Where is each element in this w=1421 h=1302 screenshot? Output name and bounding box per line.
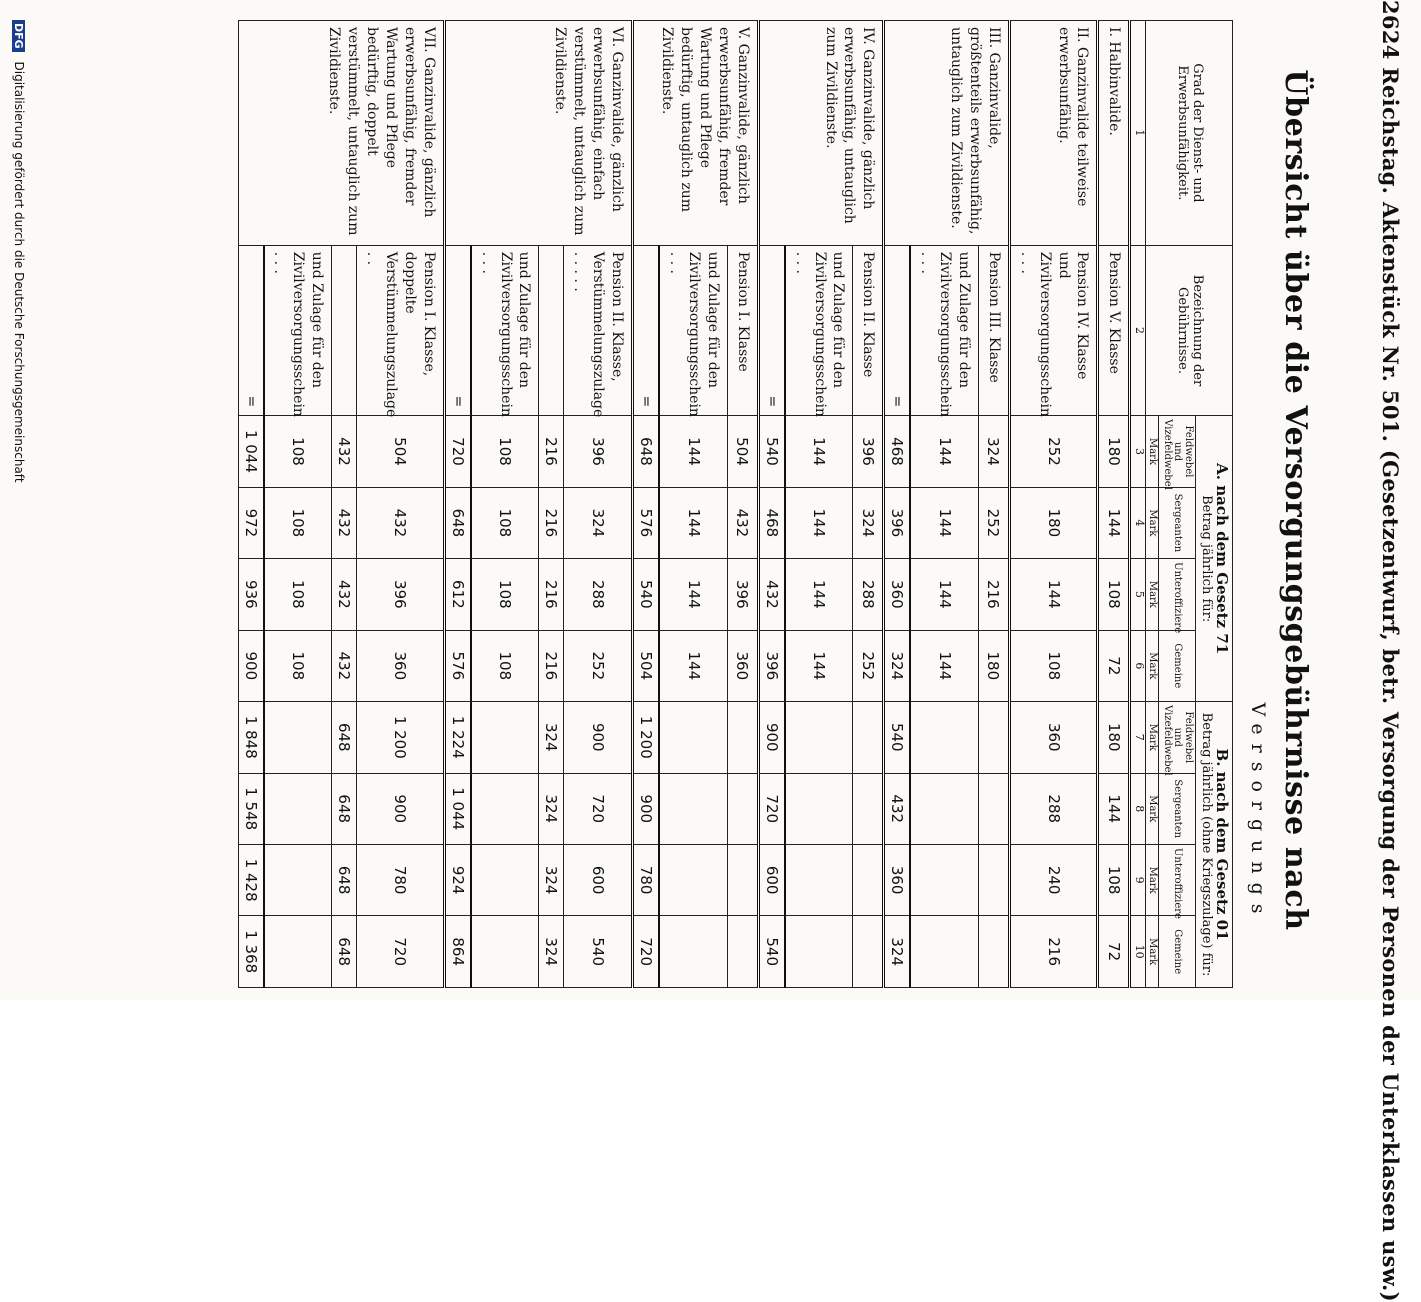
value-cell: 288 [564,559,633,630]
column-number: 9 [1130,844,1146,915]
value-cell: 780 [357,844,445,915]
designation-cell: und Zulage für den Zivilversorgungsschein . . . [264,245,332,416]
value-cell [978,844,1009,915]
value-cell: 396 [727,559,758,630]
header-a-unteroffiziere: Unteroffiziere [1159,559,1196,630]
value-cell: 144 [785,487,853,558]
value-cell: 396 [357,559,445,630]
total-value-cell: 1 428 [238,844,264,915]
unit-mark: Mark [1146,630,1159,702]
table-row [357,21,445,988]
total-value-cell: 900 [238,630,264,702]
value-cell [853,773,884,844]
value-cell: 252 [1009,416,1098,487]
value-cell: 504 [357,416,445,487]
value-cell [264,916,332,988]
total-value-cell: 396 [758,630,785,702]
category-cell: II. Ganzinvalide teilweise erwerbsunfähig. [1009,21,1098,246]
value-cell: 108 [264,559,332,630]
value-cell: 648 [332,916,357,988]
value-cell: 324 [539,916,564,988]
total-value-cell: 720 [758,773,785,844]
value-cell [659,844,727,915]
value-cell: 324 [853,487,884,558]
total-value-cell: 1 848 [238,702,264,773]
value-cell [978,916,1009,988]
value-cell: 288 [853,559,884,630]
value-cell: 144 [910,559,978,630]
value-cell [727,702,758,773]
value-cell [659,916,727,988]
value-cell [264,702,332,773]
value-cell: 252 [564,630,633,702]
column-number: 5 [1130,559,1146,630]
value-cell: 600 [564,844,633,915]
value-cell [853,844,884,915]
total-value-cell: 324 [884,630,911,702]
total-sign: = [444,245,471,416]
main-title: Übersicht über die Versorgungsgebührnisse nach [1278,69,1313,931]
category-cell: V. Ganzinvalide, gänzlich erwerbsunfähig, fremder Wartung und Pflege bedürftig, untauglich zum Zivildienste. [633,21,759,246]
total-value-cell: 540 [758,916,785,988]
value-cell: 216 [978,559,1009,630]
value-cell: 324 [539,844,564,915]
value-cell: 648 [332,844,357,915]
page-header: 2624 Reichstag. Aktenstück Nr. 501. (Gesetzentwurf, betr. Versorgung der Personen der Unterklassen usw.) [1378,0,1403,1302]
unit-mark: Mark [1146,916,1159,988]
value-cell: 324 [978,416,1009,487]
column-number: 6 [1130,630,1146,702]
value-cell: 144 [659,416,727,487]
value-cell: 144 [910,416,978,487]
total-sign: = [758,245,785,416]
value-cell: 180 [1098,702,1130,773]
table-body [238,21,1130,988]
value-cell: 216 [539,487,564,558]
table-row [1009,21,1098,988]
total-value-cell: 1 548 [238,773,264,844]
value-cell [853,916,884,988]
group-a-title: A. nach dem Gesetz 71 [1213,463,1231,655]
column-number: 10 [1130,916,1146,988]
value-cell: 144 [785,630,853,702]
value-cell: 432 [332,487,357,558]
group-b-title: B. nach dem Gesetz 01 [1213,748,1231,941]
column-number: 3 [1130,416,1146,487]
value-cell: 216 [1009,916,1098,988]
header-a-feldwebel: Feldwebel und Vizefeldwebel [1159,416,1196,487]
category-cell: VI. Ganzinvalide, gänzlich erwerbsunfähig, einfach verstümmelt, untauglich zum Zivildienste. [444,21,632,246]
header-b-gemeine: Gemeine [1159,916,1196,988]
total-value-cell: 864 [444,916,471,988]
value-cell: 216 [539,559,564,630]
value-cell [264,773,332,844]
total-value-cell: 648 [444,487,471,558]
value-cell: 720 [357,916,445,988]
value-cell [264,844,332,915]
value-cell: 144 [785,416,853,487]
value-cell: 540 [564,916,633,988]
designation-cell [539,245,564,416]
total-value-cell: 540 [758,416,785,487]
value-cell [727,773,758,844]
total-value-cell: 360 [884,559,911,630]
category-cell: I. Halbinvalide. [1098,21,1130,246]
total-value-cell: 432 [758,559,785,630]
total-sign: = [884,245,911,416]
value-cell [910,844,978,915]
total-value-cell: 1 368 [238,916,264,988]
value-cell: 324 [539,702,564,773]
footer-text: Digitalisierung gefördert durch die Deutsche Forschungsgemeinschaft [12,61,26,483]
total-value-cell: 1 044 [444,773,471,844]
total-value-cell: 900 [758,702,785,773]
value-cell: 144 [785,559,853,630]
value-cell [785,702,853,773]
category-cell: IV. Ganzinvalide, gänzlich erwerbsunfähig, untauglich zum Zivildienste. [758,21,884,246]
value-cell [471,916,539,988]
value-cell: 648 [332,702,357,773]
total-value-cell: 504 [633,630,660,702]
value-cell: 324 [564,487,633,558]
total-value-cell: 324 [884,916,911,988]
unit-mark: Mark [1146,559,1159,630]
column-number: 2 [1130,245,1146,416]
value-cell: 108 [471,416,539,487]
value-cell: 144 [659,559,727,630]
value-cell [659,702,727,773]
table-row [853,21,884,988]
value-cell: 324 [539,773,564,844]
unit-mark: Mark [1146,487,1159,558]
header-a-gemeine: Gemeine [1159,630,1196,702]
value-cell [853,702,884,773]
value-cell: 360 [727,630,758,702]
total-value-cell: 720 [444,416,471,487]
pension-table [238,20,1233,988]
designation-cell: und Zulage für den Zivilversorgungsschein . . . [471,245,539,416]
category-cell: VII. Ganzinvalide, gänzlich erwerbsunfähig, fremder Wartung und Pflege bedürftig, doppelt verstümmelt, untauglich zum Zivildienste. [238,21,444,246]
value-cell [978,702,1009,773]
value-cell: 288 [1009,773,1098,844]
header-a-sergeanten: Sergeanten [1159,487,1196,558]
value-cell: 432 [727,487,758,558]
total-value-cell: 780 [633,844,660,915]
value-cell: 108 [471,487,539,558]
total-sign: = [238,245,264,416]
total-value-cell: 360 [884,844,911,915]
unit-mark: Mark [1146,702,1159,773]
value-cell: 144 [1098,773,1130,844]
value-cell: 108 [264,630,332,702]
header-b-sergeanten: Sergeanten [1159,773,1196,844]
total-value-cell: 720 [633,916,660,988]
value-cell [785,844,853,915]
value-cell [910,916,978,988]
header-bezeichnung: Bezeichnung der Gebührnisse. [1146,245,1233,416]
value-cell: 216 [539,416,564,487]
value-cell: 240 [1009,844,1098,915]
total-value-cell: 1 200 [633,702,660,773]
column-number: 8 [1130,773,1146,844]
value-cell: 108 [264,487,332,558]
designation-cell: Pension I. Klasse, doppelte Verstümmelungszulage . . [357,245,445,416]
designation-cell: Pension II. Klasse, Verstümmelungszulage . . . . . [564,245,633,416]
total-value-cell: 576 [444,630,471,702]
value-cell: 180 [1098,416,1130,487]
column-number: 4 [1130,487,1146,558]
total-sign: = [633,245,660,416]
total-value-cell: 924 [444,844,471,915]
total-value-cell: 1 224 [444,702,471,773]
unit-mark: Mark [1146,416,1159,487]
value-cell: 108 [1098,559,1130,630]
value-cell [785,773,853,844]
value-cell [910,773,978,844]
total-value-cell: 540 [884,702,911,773]
total-value-cell: 432 [884,773,911,844]
value-cell: 648 [332,773,357,844]
total-value-cell: 600 [758,844,785,915]
value-cell: 144 [659,630,727,702]
value-cell [659,773,727,844]
value-cell: 180 [1009,487,1098,558]
value-cell: 108 [471,630,539,702]
designation-cell: Pension IV. Klasse und Zivilversorgungsschein . . . [1009,245,1098,416]
value-cell: 108 [471,559,539,630]
header-b-feldwebel: Feldwebel und Vizefeldwebel [1159,702,1196,773]
value-cell: 900 [564,702,633,773]
value-cell: 432 [332,559,357,630]
value-cell: 144 [1098,487,1130,558]
value-cell: 900 [357,773,445,844]
value-cell [471,702,539,773]
column-number: 1 [1130,21,1146,246]
value-cell: 216 [539,630,564,702]
value-cell: 72 [1098,630,1130,702]
total-value-cell: 612 [444,559,471,630]
value-cell: 252 [978,487,1009,558]
value-cell [785,916,853,988]
value-cell: 144 [910,630,978,702]
value-cell [471,844,539,915]
value-cell: 396 [853,416,884,487]
value-cell: 180 [978,630,1009,702]
total-value-cell: 576 [633,487,660,558]
table-row [727,21,758,988]
table-row [1098,21,1130,988]
total-value-cell: 396 [884,487,911,558]
unit-mark: Mark [1146,844,1159,915]
value-cell: 432 [332,416,357,487]
value-cell: 360 [357,630,445,702]
value-cell: 108 [1098,844,1130,915]
header-grad: Grad der Dienst- und Erwerbsunfähigkeit. [1146,21,1233,246]
header-b-unteroffiziere: Unteroffiziere [1159,844,1196,915]
designation-cell: Pension V. Klasse [1098,245,1130,416]
table-row [978,21,1009,988]
designation-cell: und Zulage für den Zivilversorgungsschein . . . [659,245,727,416]
header-group-a [1195,416,1232,702]
value-cell [727,844,758,915]
value-cell [727,916,758,988]
value-cell: 396 [564,416,633,487]
value-cell: 360 [1009,702,1098,773]
designation-cell: Pension II. Klasse [853,245,884,416]
value-cell: 720 [564,773,633,844]
value-cell: 432 [332,630,357,702]
value-cell: 144 [1009,559,1098,630]
value-cell: 144 [910,487,978,558]
total-value-cell: 1 044 [238,416,264,487]
column-number: 7 [1130,702,1146,773]
total-value-cell: 540 [633,559,660,630]
total-value-cell: 468 [884,416,911,487]
total-value-cell: 972 [238,487,264,558]
value-cell: 1 200 [357,702,445,773]
footer-credit [12,20,26,988]
total-value-cell: 648 [633,416,660,487]
value-cell [471,773,539,844]
header-group-b [1195,702,1232,988]
value-cell: 144 [659,487,727,558]
value-cell: 72 [1098,916,1130,988]
category-cell: III. Ganzinvalide, größtenteils erwerbsunfähig, untauglich zum Zivildienste. [884,21,1010,246]
section-title: Versorgungs [1247,702,1269,923]
value-cell [978,773,1009,844]
group-a-sub: Betrag jährlich für: [1198,495,1214,623]
group-b-sub: Betrag jährlich (ohne Kriegszulage) für: [1198,712,1214,977]
value-cell: 504 [727,416,758,487]
value-cell: 252 [853,630,884,702]
total-value-cell: 936 [238,559,264,630]
designation-cell: Pension I. Klasse [727,245,758,416]
designation-cell [332,245,357,416]
designation-cell: und Zulage für den Zivilversorgungsschein . . . [910,245,978,416]
designation-cell: und Zulage für den Zivilversorgungsschein . . . [785,245,853,416]
designation-cell: Pension III. Klasse [978,245,1009,416]
dfg-logo: DFG [12,20,25,52]
value-cell: 108 [1009,630,1098,702]
table-row [564,21,633,988]
unit-mark: Mark [1146,773,1159,844]
value-cell: 108 [264,416,332,487]
total-value-cell: 468 [758,487,785,558]
value-cell: 432 [357,487,445,558]
total-value-cell: 900 [633,773,660,844]
value-cell [910,702,978,773]
